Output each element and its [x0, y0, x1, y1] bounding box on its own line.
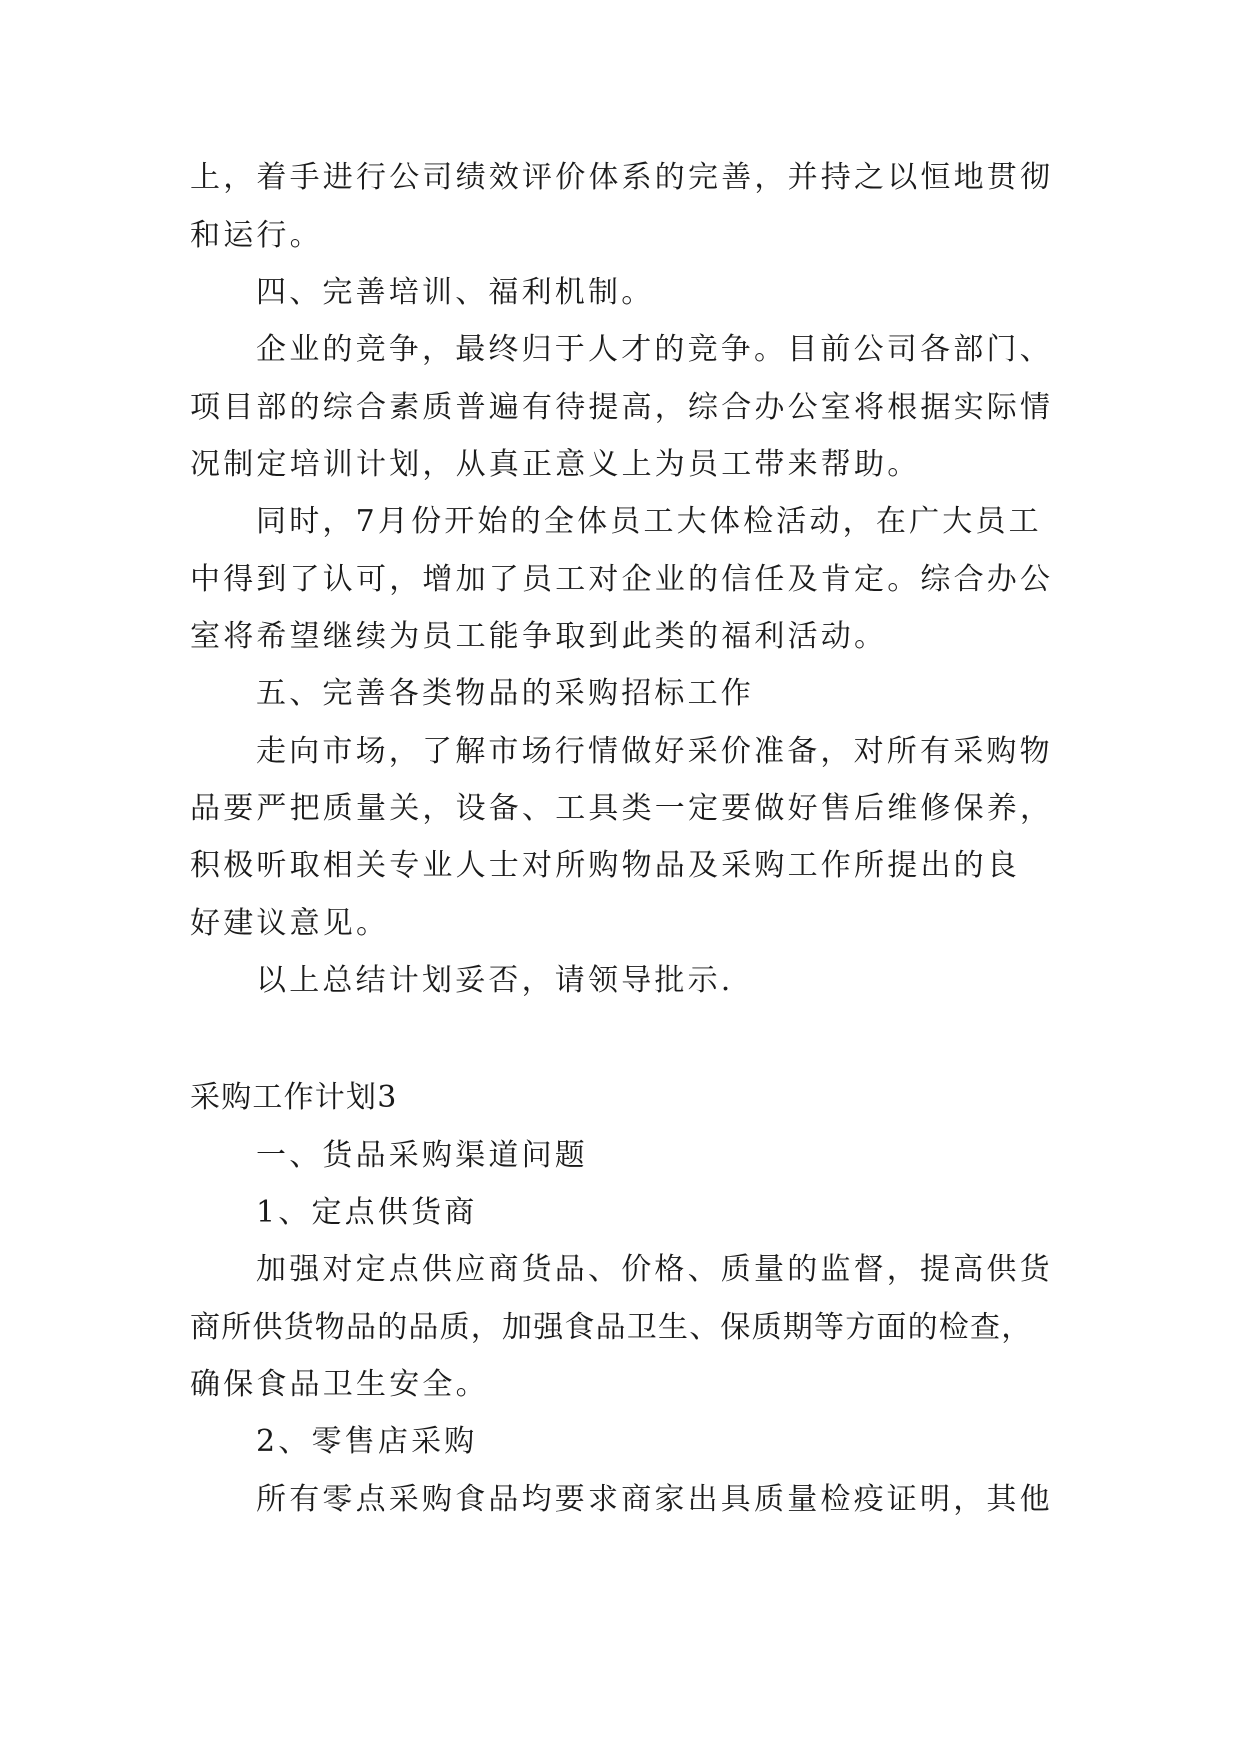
section-heading: 四、完善培训、福利机制。: [256, 275, 655, 310]
section-heading: 一、货品采购渠道问题: [256, 1138, 588, 1173]
text-line: 项目部的综合素质普遍有待提高，综合办公室将根据实际情: [190, 390, 1054, 425]
text-line: 商所供货物品的品质，加强食品卫生、保质期等方面的检查，: [190, 1310, 1033, 1345]
text-line: 以上总结计划妥否，请领导批示.: [256, 963, 734, 998]
text-line: 走向市场，了解市场行情做好采价准备，对所有采购物: [256, 734, 1053, 769]
subsection-heading: 1、定点供货商: [256, 1195, 478, 1230]
text-line: 上，着手进行公司绩效评价体系的完善，并持之以恒地贯彻: [190, 160, 1054, 195]
text-line: 中得到了认可，增加了员工对企业的信任及肯定。综合办公: [190, 562, 1054, 597]
text-line: 所有零点采购食品均要求商家出具质量检疫证明，其他: [256, 1482, 1053, 1517]
text-line: 品要严把质量关，设备、工具类一定要做好售后维修保养，: [190, 791, 1054, 826]
text-line: 积极听取相关专业人士对所购物品及采购工作所提出的良: [190, 848, 1020, 883]
text-line: 确保食品卫生安全。: [190, 1367, 489, 1402]
text-line: 和运行。: [190, 218, 323, 253]
text-line: 况制定培训计划，从真正意义上为员工带来帮助。: [190, 447, 921, 482]
text-line: 加强对定点供应商货品、价格、质量的监督，提高供货: [256, 1252, 1053, 1287]
section-heading: 五、完善各类物品的采购招标工作: [256, 676, 754, 711]
text-line: 同时，7月份开始的全体员工大体检活动，在广大员工: [256, 504, 1042, 539]
text-line: 室将希望继续为员工能争取到此类的福利活动。: [190, 619, 888, 654]
text-line: 企业的竞争，最终归于人才的竞争。目前公司各部门、: [256, 332, 1053, 367]
subsection-heading: 2、零售店采购: [256, 1424, 478, 1459]
text-line: 好建议意见。: [190, 906, 390, 941]
document-section-title: 采购工作计划3: [190, 1080, 398, 1115]
